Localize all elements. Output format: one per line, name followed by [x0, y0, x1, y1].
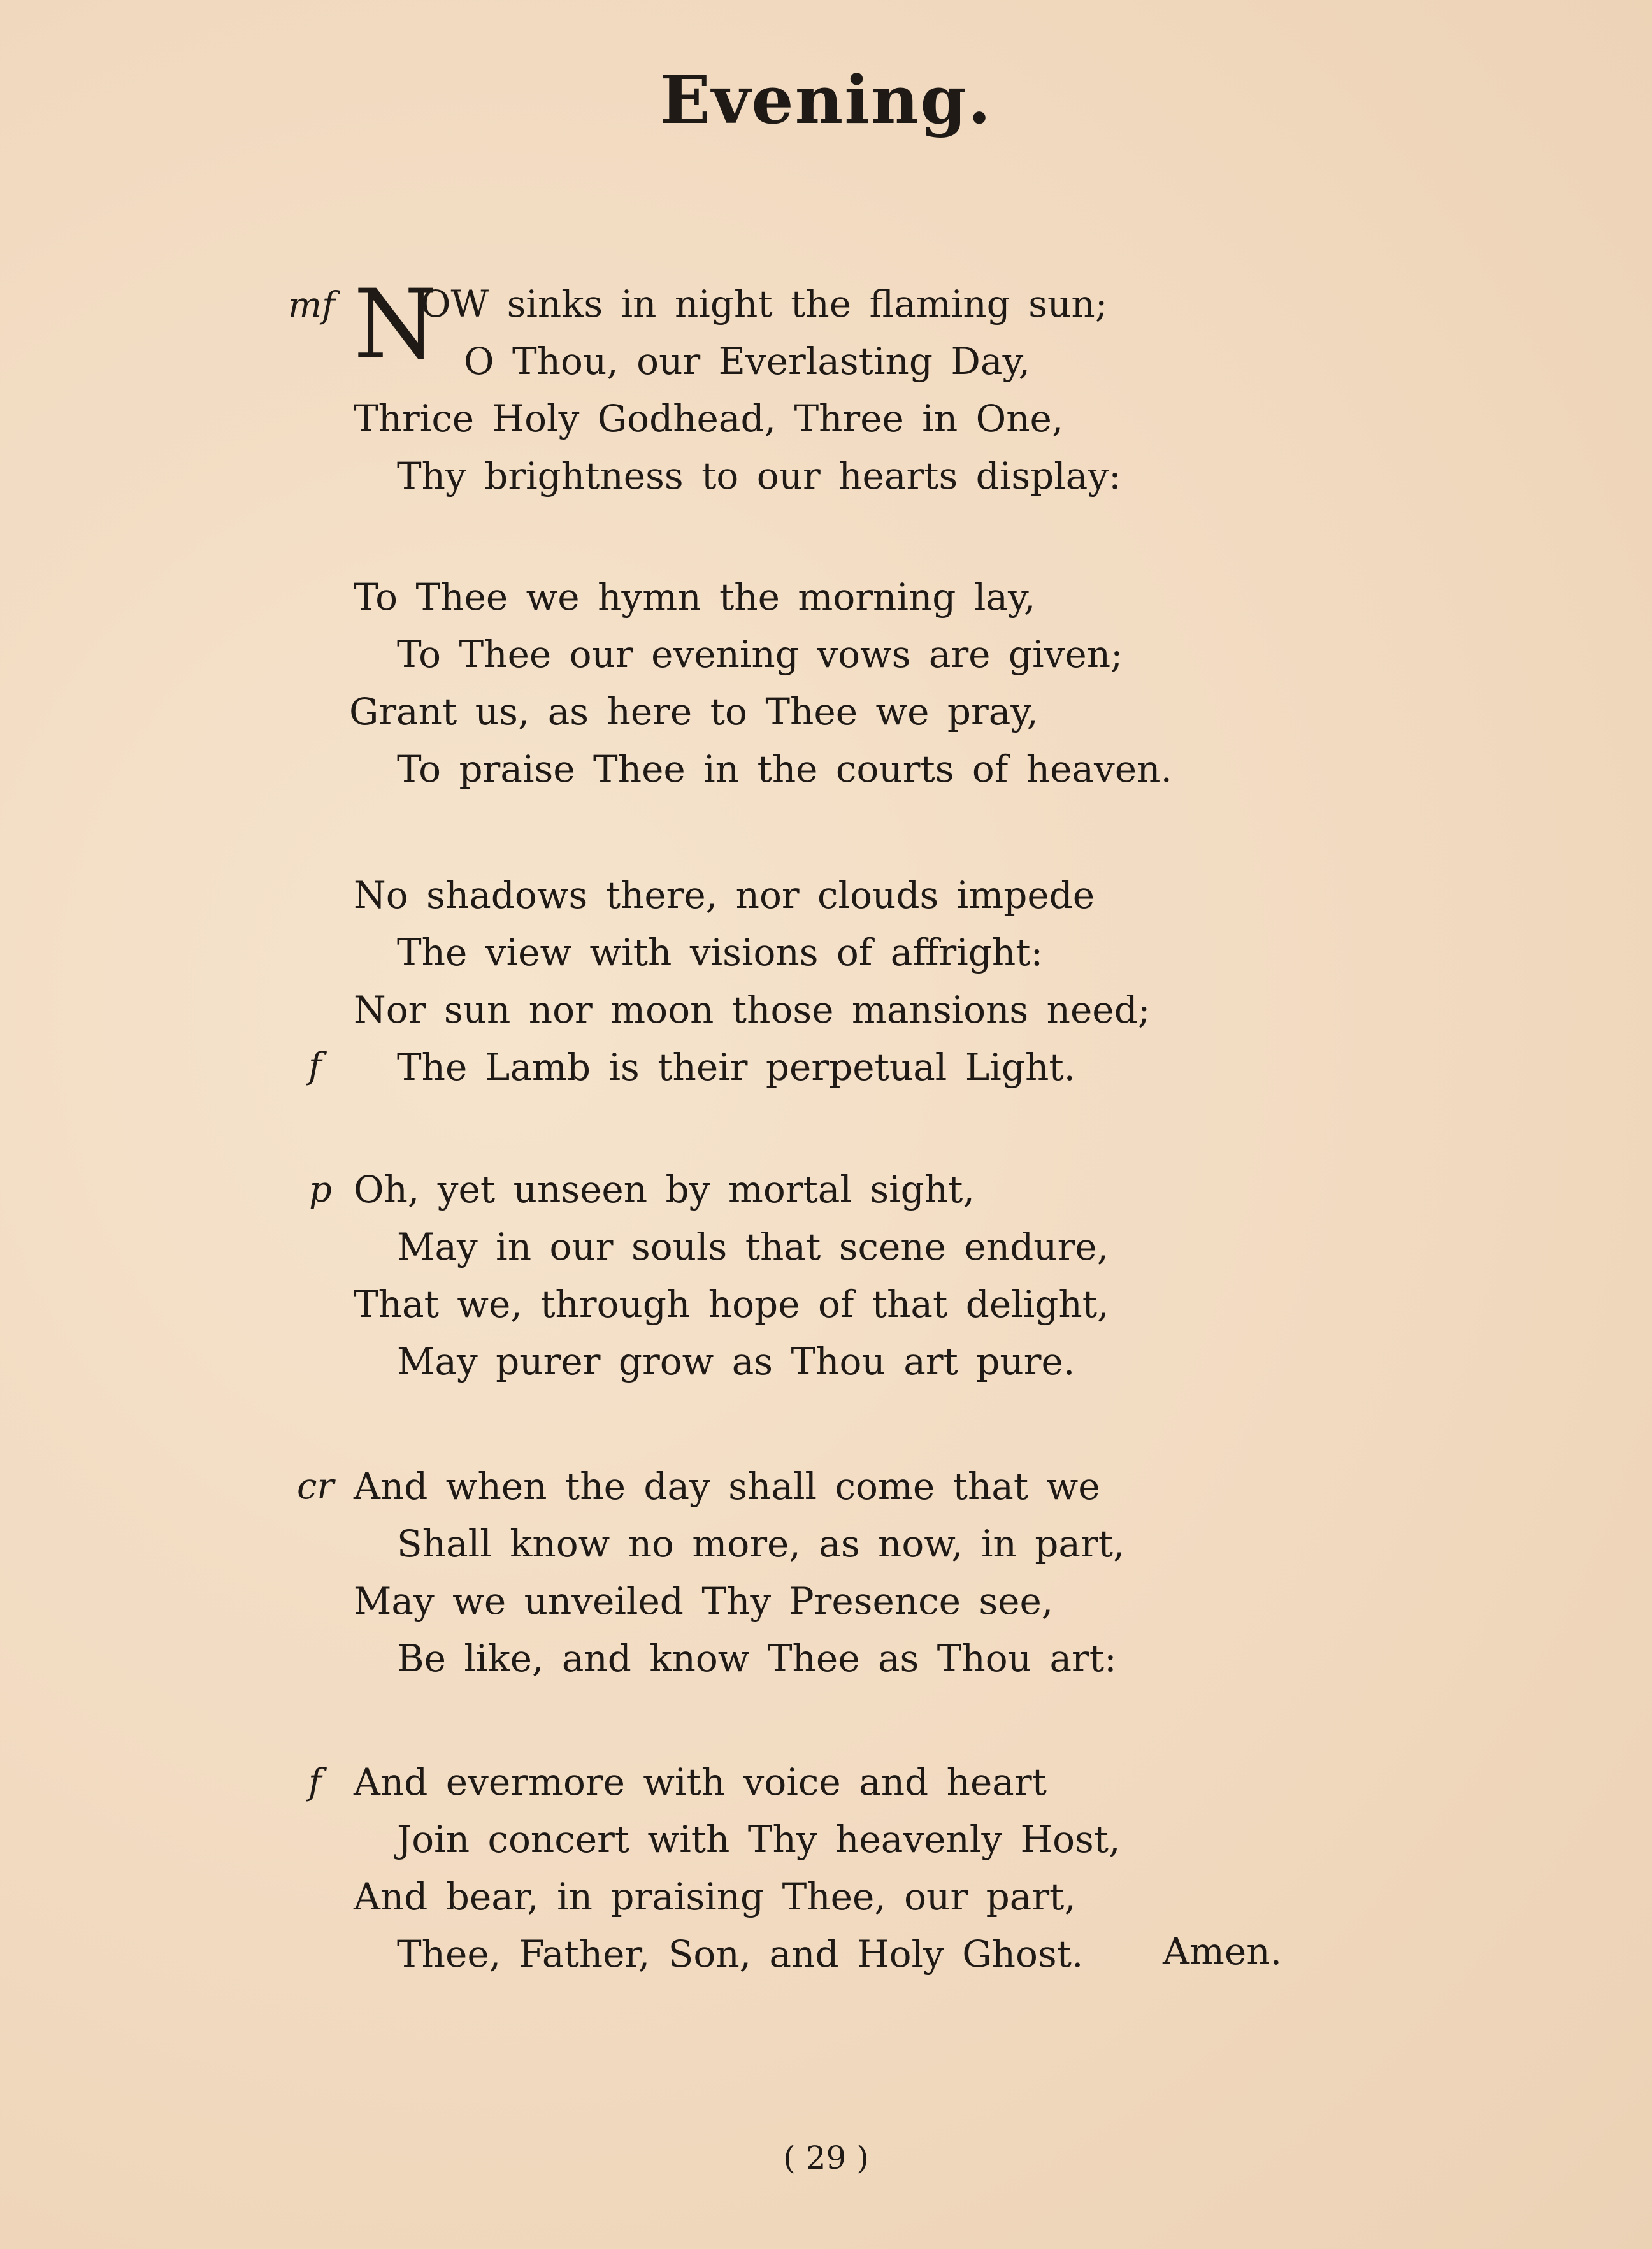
stanza-2-line-4: To praise Thee in the courts of heaven. — [397, 747, 1172, 791]
stanza-6-line-1: And evermore with voice and heart — [354, 1760, 1047, 1804]
dynamic-marking-cr: cr — [297, 1466, 334, 1507]
stanza-3-line-1: No shadows there, nor clouds impede — [354, 873, 1095, 917]
stanza-6-line-2: Join concert with Thy heavenly Host, — [397, 1818, 1121, 1861]
dynamic-marking-f-final: f — [308, 1762, 322, 1803]
stanza-1-line-3: Thrice Holy Godhead, Three in One, — [354, 397, 1064, 440]
dynamic-marking-f: f — [308, 1045, 322, 1087]
stanza-3-line-2: The view with visions of affright: — [397, 931, 1044, 974]
stanza-1-line-2: O Thou, our Everlasting Day, — [464, 340, 1031, 383]
stanza-6-line-4: Thee, Father, Son, and Holy Ghost. — [397, 1932, 1084, 1976]
stanza-4-line-3: That we, through hope of that delight, — [354, 1283, 1109, 1326]
stanza-2-line-1: To Thee we hymn the morning lay, — [354, 575, 1036, 619]
dynamic-marking-p: p — [309, 1169, 332, 1211]
stanza-5-line-2: Shall know no more, as now, in part, — [397, 1522, 1125, 1565]
stanza-5-line-4: Be like, and know Thee as Thou art: — [397, 1637, 1117, 1680]
stanza-4-line-2: May in our souls that scene endure, — [397, 1225, 1109, 1268]
drop-cap: N — [354, 269, 438, 380]
stanza-4-line-4: May purer grow as Thou art pure. — [397, 1340, 1075, 1383]
page-number: ( 29 ) — [783, 2139, 869, 2176]
stanza-3-line-4: The Lamb is their perpetual Light. — [397, 1045, 1076, 1089]
stanza-1-line-1: OW sinks in night the flaming sun; — [420, 282, 1108, 326]
stanza-2-line-3: Grant us, as here to Thee we pray, — [349, 690, 1038, 733]
dynamic-marking-mf: mf — [288, 285, 335, 326]
amen: Amen. — [1163, 1930, 1282, 1973]
page-title: Evening. — [659, 61, 993, 139]
stanza-5-line-1: And when the day shall come that we — [354, 1465, 1100, 1508]
stanza-3-line-3: Nor sun nor moon those mansions need; — [354, 988, 1151, 1031]
stanza-2-line-2: To Thee our evening vows are given; — [397, 633, 1123, 676]
stanza-4-line-1: Oh, yet unseen by mortal sight, — [354, 1168, 975, 1211]
stanza-1-line-4: Thy brightness to our hearts display: — [397, 454, 1121, 498]
stanza-5-line-3: May we unveiled Thy Presence see, — [354, 1579, 1054, 1623]
stanza-6-line-3: And bear, in praising Thee, our part, — [354, 1875, 1076, 1918]
